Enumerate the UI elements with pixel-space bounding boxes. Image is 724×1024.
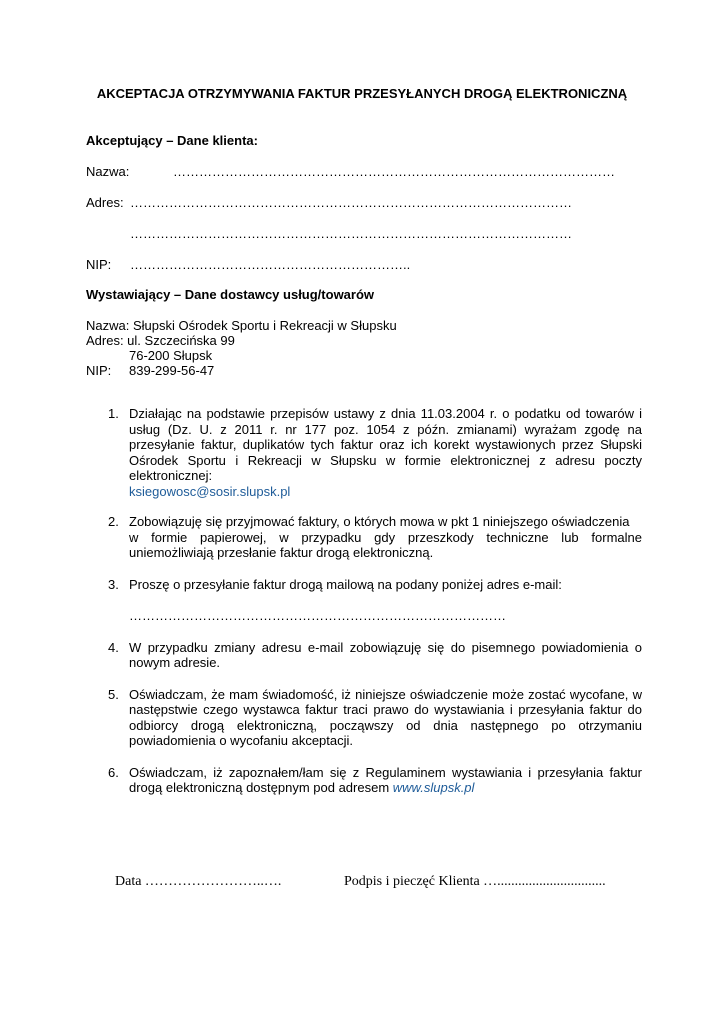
- supplier-nip-label: NIP:: [86, 363, 112, 378]
- statement-number: 6.: [108, 764, 119, 780]
- statement-text: Proszę o przesyłanie faktur drogą mailową na podany poniżej adres e-mail:: [129, 576, 562, 592]
- statement-text: Oświadczam, że mam świadomość, iż niniejsze oświadczenie może zostać wycofane, w następstwie czego wystawca faktur traci prawo do wystawiania i przesyłania faktur do odbiorcy drogą elektroniczną, począwszy od dnia następnego po otrzymaniu powiadomienia o wycofaniu akceptacji.: [129, 686, 642, 748]
- statements-list: [86, 406, 642, 796]
- document-title: AKCEPTACJA OTRZYMYWANIA FAKTUR PRZESYŁANYCH DROGĄ ELEKTRONICZNĄ: [96, 86, 628, 101]
- supplier-address-1: Adres: ul. Szczecińska 99: [86, 333, 235, 348]
- statement-item: [86, 577, 642, 624]
- supplier-heading: Wystawiający – Dane dostawcy usług/towarów: [86, 287, 375, 302]
- statement-text-with-link: [129, 765, 642, 796]
- client-address-field-2: …………………………………………………………………………………………: [130, 226, 572, 241]
- email-field: ……………………………………………………………………………: [129, 608, 506, 623]
- statement-number: 3.: [108, 576, 119, 592]
- statement-item: [86, 765, 642, 796]
- client-nip-field: ………………………………………………………..: [130, 257, 411, 272]
- statement-item: [86, 514, 642, 561]
- statement-item: [86, 640, 642, 671]
- statement-item: [86, 406, 642, 499]
- statement-item: [86, 687, 642, 749]
- statement-text: Działając na podstawie przepisów ustawy z dnia 11.03.2004 r. o podatku od towarów i usług (Dz. U. z 2011 r. nr 177 poz. 1054 z późn. zmianami) wyrażam zgodę na przesyłanie faktur, duplikatów tych faktur oraz ich korekt wystawionych przez Słupski Ośrodek Sportu i Rekreacji w Słupsku w formie elektronicznej z adresu poczty elektronicznej:: [129, 406, 642, 483]
- statement-text-continued: w formie papierowej, w przypadku gdy przeszkody techniczne lub formalne uniemożliwiają przesłanie faktur drogą elektroniczną.: [129, 529, 642, 560]
- statement-number: 2.: [108, 514, 119, 529]
- signature-field: Podpis i pieczęć Klienta …...............................: [344, 874, 606, 889]
- date-field: Data ……………………..….: [115, 874, 282, 889]
- supplier-nip-value: 839-299-56-47: [129, 363, 215, 378]
- website-link[interactable]: www.slupsk.pl: [392, 780, 475, 795]
- client-name-label: Nazwa:: [86, 164, 130, 179]
- supplier-name: Nazwa: Słupski Ośrodek Sportu i Rekreacji w Słupsku: [86, 318, 397, 333]
- client-heading: Akceptujący – Dane klienta:: [86, 133, 258, 148]
- client-address-field-1: …………………………………………………………………………………………: [130, 195, 572, 210]
- statement-number: 1.: [108, 406, 119, 421]
- statement-number: 5.: [108, 686, 119, 702]
- statement-text: Oświadczam, iż zapoznałem/łam się z Regulaminem wystawiania i przesyłania faktur drogą elektroniczną dostępnym pod adresem: [129, 764, 642, 795]
- statement-number: 4.: [108, 639, 119, 655]
- email-link[interactable]: ksiegowosc@sosir.slupsk.pl: [129, 483, 291, 499]
- client-name-field: …………………………………………………………………………………………: [173, 164, 615, 179]
- statement-text: Zobowiązuję się przyjmować faktury, o których mowa w pkt 1 niniejszego oświadczenia: [129, 514, 630, 529]
- supplier-address-2: 76-200 Słupsk: [129, 348, 213, 363]
- client-address-label: Adres:: [86, 195, 124, 210]
- statement-text: W przypadku zmiany adresu e-mail zobowiązuję się do pisemnego powiadomienia o nowym adresie.: [129, 639, 642, 670]
- client-nip-label: NIP:: [86, 257, 112, 272]
